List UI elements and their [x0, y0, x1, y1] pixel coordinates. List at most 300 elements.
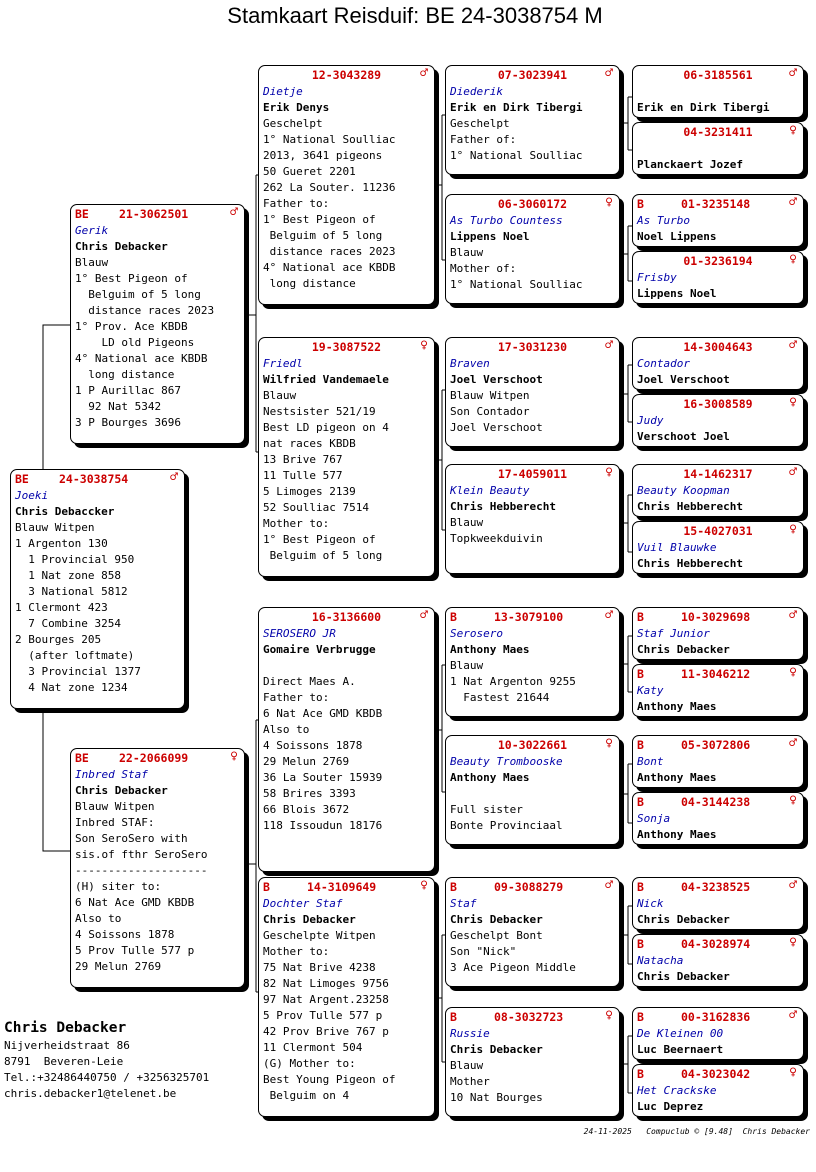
pedigree-info-line: Best LD pigeon on 4 [263, 421, 389, 434]
breeder-name: Verschoot Joel [637, 430, 730, 443]
female-symbol-icon: ♀ [420, 878, 428, 893]
breeder-name: Planckaert Jozef [637, 158, 743, 171]
card-header [637, 395, 799, 413]
pedigree-info-line: 4 Soissons 1878 [75, 928, 175, 941]
breeder-name: Luc Beernaert [637, 1043, 724, 1056]
pedigree-info-line: 42 Prov Brive 767 p [263, 1025, 389, 1038]
card-header [450, 736, 615, 754]
pigeon-name [637, 84, 799, 100]
owner-address-block [4, 1018, 209, 1102]
card-header [637, 935, 799, 953]
pedigree-info-line: 66 Blois 3672 [263, 803, 350, 816]
ring-country-prefix: BE [75, 751, 89, 765]
pedigree-info-line: 7 Combine 3254 [15, 617, 121, 630]
card-header [637, 66, 799, 84]
female-symbol-icon: ♀ [789, 1065, 797, 1080]
pedigree-card-g3[interactable] [632, 194, 804, 247]
card-header [263, 878, 430, 896]
pedigree-info-line: 52 Soulliac 7514 [263, 501, 369, 514]
pedigree-info-line: Son SeroSero with [75, 832, 188, 845]
card-header [263, 66, 430, 84]
ring-number: 04-3231411 [683, 125, 753, 139]
breeder-name: Chris Debacker [450, 1043, 543, 1056]
card-header [15, 470, 180, 488]
ring-number: 21-3062501 [119, 207, 189, 221]
female-symbol-icon: ♀ [230, 749, 238, 764]
card-header [450, 338, 615, 356]
pedigree-info-line: 58 Brires 3393 [263, 787, 356, 800]
female-symbol-icon: ♀ [789, 522, 797, 537]
pigeon-name: Diederik [450, 85, 503, 98]
ring-number: 01-3235148 [681, 197, 751, 211]
pedigree-card-g14[interactable] [632, 934, 804, 987]
pedigree-info-line: 4 Soissons 1878 [263, 739, 363, 752]
male-symbol-icon: ♂ [420, 608, 428, 623]
pigeon-name: Beauty Koopman [637, 484, 730, 497]
ring-country-prefix: B [637, 1067, 644, 1081]
pigeon-name: As Turbo [637, 214, 690, 227]
pedigree-info-line: Mother to: [263, 945, 330, 958]
pedigree-card-mother[interactable] [70, 748, 245, 988]
ring-number: 07-3023941 [497, 68, 568, 82]
pedigree-card-g8[interactable] [632, 521, 804, 574]
pedigree-info-line: 1° National Soulliac [450, 149, 583, 162]
pedigree-info-line: (H) siter to: [75, 880, 162, 893]
card-header [450, 465, 615, 483]
pedigree-card-g4[interactable] [632, 251, 804, 304]
breeder-name: Anthony Maes [637, 828, 717, 841]
pedigree-info-line: 2013, 3641 pigeons [263, 149, 383, 162]
ring-number: 04-3028974 [681, 937, 751, 951]
pigeon-name: Staf [450, 897, 477, 910]
breeder-name: Erik Denys [263, 101, 330, 114]
pigeon-name: Frisby [637, 271, 677, 284]
pedigree-info-line: Blauw Witpen [75, 800, 155, 813]
male-symbol-icon: ♂ [789, 878, 797, 893]
breeder-name: Chris Debacker [637, 970, 730, 983]
female-symbol-icon: ♀ [420, 338, 428, 353]
breeder-name: Chris Debacker [450, 913, 543, 926]
male-symbol-icon: ♂ [789, 736, 797, 751]
female-symbol-icon: ♀ [789, 793, 797, 808]
pedigree-info-line: 29 Melun 2769 [75, 960, 162, 973]
pedigree-info-line: Blauw [450, 659, 484, 672]
female-symbol-icon: ♀ [789, 252, 797, 267]
card-header [637, 338, 799, 356]
ring-country-prefix: B [450, 610, 457, 624]
ring-number: 06-3060172 [497, 197, 568, 211]
pedigree-info-line: 50 Gueret 2201 [263, 165, 356, 178]
ring-country-prefix: BE [15, 472, 29, 486]
pedigree-info-line: 97 Nat Argent.23258 [263, 993, 389, 1006]
pedigree-info-line: Full sister [450, 803, 523, 816]
pigeon-name: Beauty Trombooske [450, 755, 563, 768]
card-header [263, 338, 430, 356]
ring-number: 19-3087522 [311, 340, 382, 354]
ring-number: 04-3023042 [681, 1067, 751, 1081]
pedigree-info-line: Blauw [263, 389, 297, 402]
female-symbol-icon: ♀ [789, 935, 797, 950]
pedigree-info-line [263, 658, 430, 674]
pedigree-info-line: Belguim of 5 long [263, 549, 383, 562]
ring-number: 17-4059011 [497, 467, 568, 481]
pedigree-info-line: Belguim of 5 long [75, 288, 201, 301]
pedigree-info-line: Geschelpt Bont [450, 929, 543, 942]
pedigree-info-line: (G) Mother to: [263, 1057, 356, 1070]
pigeon-name: Vuil Blauwke [637, 541, 717, 554]
breeder-name: Anthony Maes [450, 643, 530, 656]
card-header [450, 608, 615, 626]
male-symbol-icon: ♂ [170, 470, 178, 485]
pedigree-card-g5[interactable] [632, 337, 804, 390]
pedigree-info-line: Mother of: [450, 262, 517, 275]
pedigree-info-line: Mother [450, 1075, 490, 1088]
pedigree-info-line: 262 La Souter. 11236 [263, 181, 396, 194]
pigeon-name: Serosero [450, 627, 503, 640]
pigeon-name: Sonja [637, 812, 671, 825]
pedigree-info-line: 11 Clermont 504 [263, 1041, 363, 1054]
pedigree-card-g6[interactable] [632, 394, 804, 447]
pedigree-info-line: Father of: [450, 133, 517, 146]
male-symbol-icon: ♂ [605, 66, 613, 81]
pedigree-info-line: 5 Limoges 2139 [263, 485, 356, 498]
pedigree-info-line: Blauw Witpen [15, 521, 95, 534]
breeder-name: Chris Debacker [263, 913, 356, 926]
ring-number: 24-3038754 [59, 472, 129, 486]
owner-city: 8791 Beveren-Leie [4, 1055, 124, 1068]
pigeon-name [637, 141, 799, 157]
ring-number: 06-3185561 [683, 68, 753, 82]
pedigree-info-line: 11 Tulle 577 [263, 469, 343, 482]
male-symbol-icon: ♂ [789, 1008, 797, 1023]
pedigree-info-line: distance races 2023 [263, 245, 396, 258]
pedigree-info-line: Joel Verschoot [450, 421, 543, 434]
breeder-name: Gomaire Verbrugge [263, 643, 376, 656]
pedigree-info-line: 1 Clermont 423 [15, 601, 108, 614]
male-symbol-icon: ♂ [605, 878, 613, 893]
pedigree-info-line: Nestsister 521/19 [263, 405, 376, 418]
pedigree-info-line: 29 Melun 2769 [263, 755, 350, 768]
pedigree-info-line [450, 786, 615, 802]
ring-number: 16-3008589 [683, 397, 753, 411]
pedigree-info-line: Father to: [263, 691, 330, 704]
owner-email: chris.debacker1@telenet.be [4, 1087, 177, 1100]
card-header [450, 1008, 615, 1026]
pedigree-info-line: Belguim of 5 long [263, 229, 383, 242]
pedigree-info-line: 36 La Souter 15939 [263, 771, 383, 784]
breeder-name: Chris Hebberecht [637, 557, 743, 570]
breeder-name: Anthony Maes [637, 771, 717, 784]
pedigree-info-line: 75 Nat Brive 4238 [263, 961, 376, 974]
pigeon-name: Russie [450, 1027, 490, 1040]
ring-number: 09-3088279 [494, 880, 564, 894]
male-symbol-icon: ♂ [420, 66, 428, 81]
pedigree-card-fmm[interactable] [445, 464, 620, 574]
breeder-name: Noel Lippens [637, 230, 717, 243]
pedigree-card-g2[interactable] [632, 122, 804, 175]
card-header [263, 608, 430, 626]
footer-credit: 24-11-2025 Compuclub © [9.48] Chris Debacker [583, 1127, 810, 1136]
breeder-name: Anthony Maes [637, 700, 717, 713]
card-header [637, 793, 799, 811]
pedigree-info-line: 1° Best Pigeon of [263, 213, 376, 226]
female-symbol-icon: ♀ [605, 1008, 613, 1023]
pedigree-info-line: 6 Nat Ace GMD KBDB [75, 896, 195, 909]
ring-country-prefix: B [637, 1010, 644, 1024]
pigeon-name: Staf Junior [637, 627, 710, 640]
pedigree-info-line: Blauw [450, 516, 484, 529]
pedigree-card-mmf[interactable] [445, 877, 620, 987]
pedigree-info-line: (after loftmate) [15, 649, 135, 662]
pedigree-card-ff[interactable] [258, 65, 435, 305]
pedigree-card-mm[interactable] [258, 877, 435, 1117]
ring-country-prefix: B [637, 937, 644, 951]
pedigree-info-line: Fastest 21644 [450, 691, 550, 704]
pedigree-info-line: Son "Nick" [450, 945, 517, 958]
male-symbol-icon: ♂ [789, 465, 797, 480]
breeder-name: Chris Debaccker [15, 505, 115, 518]
pedigree-info-line: 1° Best Pigeon of [75, 272, 188, 285]
card-header [637, 665, 799, 683]
pedigree-card-g7[interactable] [632, 464, 804, 517]
ring-number: 14-1462317 [683, 467, 753, 481]
pedigree-info-line: Topkweekduivin [450, 532, 543, 545]
ring-country-prefix: B [263, 880, 270, 894]
pedigree-info-line: 10 Nat Bourges [450, 1091, 543, 1104]
ring-number: 14-3004643 [683, 340, 753, 354]
pedigree-card-g9[interactable] [632, 607, 804, 660]
pedigree-card-g10[interactable] [632, 664, 804, 717]
card-header [450, 878, 615, 896]
pedigree-info-line: sis.of fthr SeroSero [75, 848, 208, 861]
card-header [637, 522, 799, 540]
male-symbol-icon: ♂ [789, 66, 797, 81]
pigeon-name: Katy [637, 684, 664, 697]
male-symbol-icon: ♂ [789, 338, 797, 353]
pedigree-card-fff[interactable] [445, 65, 620, 175]
pigeon-name: Het Crackske [637, 1084, 717, 1097]
male-symbol-icon: ♂ [605, 608, 613, 623]
pigeon-name: Gerik [75, 224, 109, 237]
pedigree-info-line: Father to: [263, 197, 330, 210]
pedigree-info-line: Geschelpt [450, 117, 510, 130]
pedigree-info-line: 4° National ace KBDB [263, 261, 396, 274]
page-title: Stamkaart Reisduif: BE 24-3038754 M [227, 3, 603, 28]
pedigree-info-line: Blauw [450, 1059, 484, 1072]
ring-number: 15-4027031 [683, 524, 753, 538]
female-symbol-icon: ♀ [605, 195, 613, 210]
pedigree-info-line: Blauw Witpen [450, 389, 530, 402]
pedigree-info-line: Also to [75, 912, 122, 925]
ring-country-prefix: B [450, 1010, 457, 1024]
pedigree-info-line: Direct Maes A. [263, 675, 356, 688]
male-symbol-icon: ♂ [605, 338, 613, 353]
breeder-name: Lippens Noel [637, 287, 717, 300]
female-symbol-icon: ♀ [605, 465, 613, 480]
breeder-name: Chris Hebberecht [450, 500, 556, 513]
male-symbol-icon: ♂ [789, 608, 797, 623]
breeder-name: Chris Debacker [75, 240, 168, 253]
pedigree-card-mmm[interactable] [445, 1007, 620, 1117]
card-header [75, 205, 240, 223]
pedigree-info-line: 1 P Aurillac 867 [75, 384, 181, 397]
pedigree-info-line: 3 Ace Pigeon Middle [450, 961, 576, 974]
pedigree-info-line: 4° National ace KBDB [75, 352, 208, 365]
pedigree-info-line: Geschelpt [263, 117, 323, 130]
breeder-name: Chris Debacker [637, 643, 730, 656]
pedigree-info-line: 3 Provincial 1377 [15, 665, 141, 678]
female-symbol-icon: ♀ [605, 736, 613, 751]
female-symbol-icon: ♀ [789, 395, 797, 410]
pigeon-name: As Turbo Countess [450, 214, 563, 227]
ring-number: 08-3032723 [494, 1010, 564, 1024]
pigeon-name: De Kleinen 00 [637, 1027, 724, 1040]
card-header [637, 1008, 799, 1026]
ring-number: 13-3079100 [494, 610, 564, 624]
ring-country-prefix: BE [75, 207, 89, 221]
card-header [637, 252, 799, 270]
breeder-name: Erik en Dirk Tibergi [637, 101, 770, 114]
pedigree-card-g12[interactable] [632, 792, 804, 845]
card-header [637, 123, 799, 141]
pedigree-info-line: 1 Argenton 130 [15, 537, 108, 550]
pedigree-card-subject[interactable] [10, 469, 185, 709]
pedigree-info-line: 4 Nat zone 1234 [15, 681, 128, 694]
pedigree-info-line: 6 Nat Ace GMD KBDB [263, 707, 383, 720]
pedigree-card-mff[interactable] [445, 607, 620, 717]
pigeon-name: Braven [450, 357, 490, 370]
ring-number: 01-3236194 [683, 254, 753, 268]
pedigree-card-g15[interactable] [632, 1007, 804, 1060]
male-symbol-icon: ♂ [789, 195, 797, 210]
pedigree-card-mf[interactable] [258, 607, 435, 872]
card-header [75, 749, 240, 767]
breeder-name: Chris Debacker [637, 913, 730, 926]
pigeon-name: Judy [637, 414, 664, 427]
pedigree-info-line: 1 Nat Argenton 9255 [450, 675, 576, 688]
card-header [637, 736, 799, 754]
ring-number: 04-3238525 [681, 880, 751, 894]
ring-number: 04-3144238 [681, 795, 751, 809]
pedigree-info-line: 1° Best Pigeon of [263, 533, 376, 546]
pedigree-info-line: Blauw [450, 246, 484, 259]
pedigree-info-line: Blauw [75, 256, 109, 269]
breeder-name: Wilfried Vandemaele [263, 373, 389, 386]
pedigree-info-line: 3 National 5812 [15, 585, 128, 598]
ring-country-prefix: B [637, 738, 644, 752]
pedigree-info-line: long distance [75, 368, 175, 381]
pigeon-name: Nick [637, 897, 664, 910]
ring-number: 05-3072806 [681, 738, 751, 752]
pigeon-name: Friedl [263, 357, 303, 370]
ring-number: 11-3046212 [681, 667, 751, 681]
card-header [637, 878, 799, 896]
pedigree-card-g13[interactable] [632, 877, 804, 930]
pedigree-info-line: 1 Nat zone 858 [15, 569, 121, 582]
owner-phone: Tel.:+32486440750 / +3256325701 [4, 1071, 210, 1084]
pedigree-info-line: 1° National Soulliac [263, 133, 396, 146]
pedigree-card-g11[interactable] [632, 735, 804, 788]
pedigree-card-mfm[interactable] [445, 735, 620, 845]
pedigree-info-line: Son Contador [450, 405, 530, 418]
ring-number: 16-3136600 [311, 610, 382, 624]
pedigree-info-line: -------------------- [75, 864, 208, 877]
breeder-name: Joel Verschoot [637, 373, 730, 386]
pedigree-info-line: 3 P Bourges 3696 [75, 416, 181, 429]
ring-number: 10-3022661 [497, 738, 568, 752]
pedigree-info-line: 82 Nat Limoges 9756 [263, 977, 389, 990]
ring-country-prefix: B [637, 610, 644, 624]
pedigree-info-line: 1 Provincial 950 [15, 553, 135, 566]
ring-country-prefix: B [637, 667, 644, 681]
ring-number: 17-3031230 [497, 340, 568, 354]
breeder-name: Erik en Dirk Tibergi [450, 101, 583, 114]
ring-number: 22-2066099 [119, 751, 189, 765]
pigeon-name: Inbred Staf [75, 768, 148, 781]
pedigree-card-fm[interactable] [258, 337, 435, 577]
ring-country-prefix: B [637, 795, 644, 809]
breeder-name: Chris Hebberecht [637, 500, 743, 513]
pedigree-info-line: 2 Bourges 205 [15, 633, 102, 646]
pedigree-info-line: 5 Prov Tulle 577 p [75, 944, 195, 957]
pedigree-info-line: nat races KBDB [263, 437, 356, 450]
owner-name: Chris Debacker [4, 1020, 127, 1036]
pigeon-name: Bont [637, 755, 664, 768]
pigeon-name: Natacha [637, 954, 684, 967]
pigeon-name: Contador [637, 357, 690, 370]
female-symbol-icon: ♀ [789, 665, 797, 680]
pedigree-card-g16[interactable] [632, 1064, 804, 1117]
breeder-name: Anthony Maes [450, 771, 530, 784]
pedigree-card-ffm[interactable] [445, 194, 620, 304]
pedigree-card-father[interactable] [70, 204, 245, 444]
ring-number: 12-3043289 [311, 68, 382, 82]
pigeon-name: Dochter Staf [263, 897, 343, 910]
male-symbol-icon: ♂ [230, 205, 238, 220]
pedigree-info-line: Mother to: [263, 517, 330, 530]
ring-number: 10-3029698 [681, 610, 751, 624]
pedigree-info-line: LD old Pigeons [75, 336, 195, 349]
ring-country-prefix: B [637, 880, 644, 894]
breeder-name: Chris Debacker [75, 784, 168, 797]
card-header [450, 195, 615, 213]
pedigree-info-line: distance races 2023 [75, 304, 215, 317]
breeder-name: Luc Deprez [637, 1100, 704, 1113]
pedigree-info-line: 118 Issoudun 18176 [263, 819, 383, 832]
ring-number: 00-3162836 [681, 1010, 751, 1024]
ring-country-prefix: B [637, 197, 644, 211]
pedigree-info-line: 1° National Soulliac [450, 278, 583, 291]
pedigree-info-line: 5 Prov Tulle 577 p [263, 1009, 383, 1022]
pigeon-name: Klein Beauty [450, 484, 530, 497]
owner-street: Nijverheidstraat 86 [4, 1039, 130, 1052]
pedigree-info-line: 1° Prov. Ace KBDB [75, 320, 188, 333]
ring-number: 14-3109649 [307, 880, 377, 894]
pigeon-name: Joeki [15, 489, 49, 502]
card-header [637, 195, 799, 213]
pigeon-name: Dietje [263, 85, 303, 98]
pedigree-info-line: Best Young Pigeon of [263, 1073, 396, 1086]
ring-country-prefix: B [450, 880, 457, 894]
pedigree-info-line: Inbred STAF: [75, 816, 155, 829]
pedigree-info-line: Also to [263, 723, 310, 736]
pedigree-card-g1[interactable] [632, 65, 804, 118]
pedigree-info-line: 13 Brive 767 [263, 453, 343, 466]
pedigree-info-line: Belguim on 4 [263, 1089, 350, 1102]
pigeon-name: SEROSERO JR [263, 627, 336, 640]
pedigree-info-line: long distance [263, 277, 356, 290]
pedigree-card-fmf[interactable] [445, 337, 620, 447]
